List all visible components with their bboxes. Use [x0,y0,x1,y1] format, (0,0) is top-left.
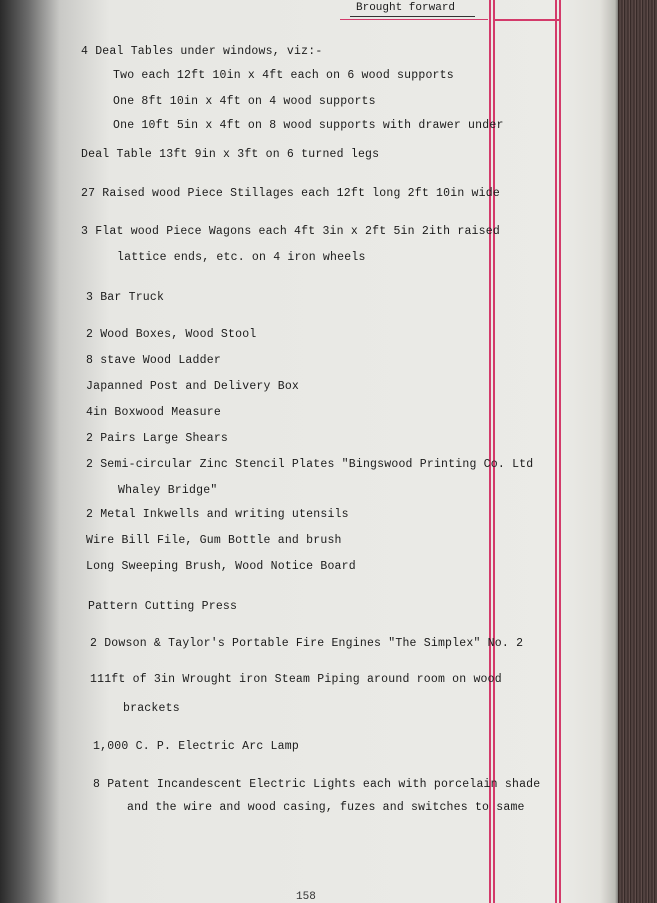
inventory-line: 2 Metal Inkwells and writing utensils [86,508,349,521]
inventory-line: 1,000 C. P. Electric Arc Lamp [93,740,299,753]
page-number: 158 [296,891,316,903]
inventory-line: Long Sweeping Brush, Wood Notice Board [86,560,356,573]
book-page-edges [618,0,657,903]
inventory-line: lattice ends, etc. on 4 iron wheels [117,251,366,264]
inventory-line: Wire Bill File, Gum Bottle and brush [86,534,342,547]
inventory-line: 3 Bar Truck [86,291,165,304]
inventory-line: One 10ft 5in x 4ft on 8 wood supports with drawer under [113,119,504,132]
inventory-line: 8 Patent Incandescent Electric Lights each with porcelain shade [93,778,541,791]
inventory-line: brackets [123,702,180,715]
inventory-line: Two each 12ft 10in x 4ft each on 6 wood supports [113,69,454,82]
inventory-line: 4 Deal Tables under windows, viz:- [81,45,323,58]
margin-rule [555,0,557,903]
inventory-line: Pattern Cutting Press [88,600,238,613]
brought-forward-label: Brought forward [356,2,456,14]
inventory-line: 8 stave Wood Ladder [86,354,221,367]
inventory-line: 2 Pairs Large Shears [86,432,229,445]
inventory-line: One 8ft 10in x 4ft on 4 wood supports [113,95,376,108]
header-rule [493,19,559,21]
inventory-line: 3 Flat wood Piece Wagons each 4ft 3in x 2ft 5in 2ith raised [81,225,500,238]
margin-rule [489,0,491,903]
inventory-line: 111ft of 3in Wrought iron Steam Piping around room on wood [90,673,502,686]
inventory-line: 2 Dowson & Taylor's Portable Fire Engines "The Simplex" No. 2 [90,637,524,650]
inventory-line: Whaley Bridge" [118,484,218,497]
inventory-line: 2 Semi-circular Zinc Stencil Plates "Bingswood Printing Co. Ltd [86,458,534,471]
header-underline [350,16,475,17]
inventory-line: 4in Boxwood Measure [86,406,221,419]
inventory-line: 27 Raised wood Piece Stillages each 12ft long 2ft 10in wide [81,187,500,200]
brought-forward-header [340,0,488,20]
inventory-line: Japanned Post and Delivery Box [86,380,300,393]
margin-rule [493,0,495,903]
inventory-line: 2 Wood Boxes, Wood Stool [86,328,257,341]
inventory-line: Deal Table 13ft 9in x 3ft on 6 turned legs [81,148,380,161]
inventory-line: and the wire and wood casing, fuzes and switches to same [127,801,525,814]
margin-rule [559,0,561,903]
